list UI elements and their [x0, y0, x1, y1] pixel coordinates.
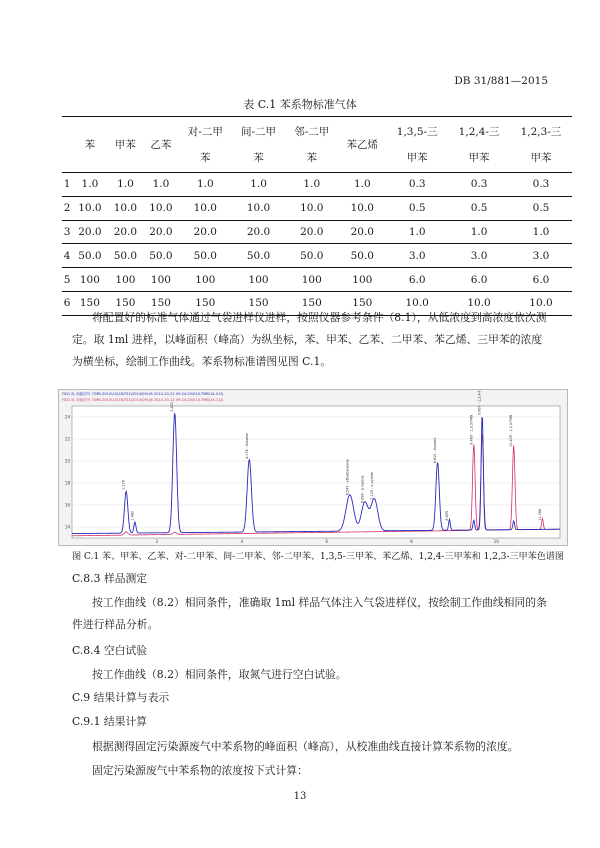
column-header	[386, 117, 448, 173]
table-cell: 10.0	[510, 291, 572, 315]
y-tick-label: 16	[64, 502, 70, 508]
y-tick-label: 18	[64, 480, 70, 486]
table-cell: 5	[62, 268, 72, 292]
table-header-row	[62, 117, 572, 173]
table-cell: 1.0	[448, 220, 510, 244]
table-cell: 50.0	[232, 244, 285, 268]
x-tick-label: 2	[155, 539, 159, 544]
heading-c9: C.9 结果计算与表示	[72, 691, 170, 704]
paragraph-c84: 按工作曲线（8.2）相同条件，取氮气进行空白试验。	[92, 668, 347, 681]
paragraph-c91-2: 固定污染源废气中苯系物的浓度按下式计算：	[92, 764, 308, 777]
column-header-line-1: 苯乙烯	[346, 138, 379, 151]
table-cell: 0.3	[386, 173, 448, 197]
x-tick-label: 8	[410, 539, 413, 544]
column-header-line-1: 邻-二甲	[294, 125, 330, 138]
column-header-line-1: 甲苯	[114, 138, 136, 151]
x-tick-labels	[156, 539, 500, 544]
column-header-line-1: 间-二甲	[241, 125, 277, 138]
column-header-line-2: 甲苯	[468, 151, 490, 164]
table-cell: 50.0	[338, 244, 386, 268]
x-tick-label: 6	[325, 539, 328, 544]
plot-area	[72, 406, 560, 538]
peak-label: 1.276	[121, 480, 126, 490]
peak-label: 9.469 - 1,3,5-TMB	[469, 414, 474, 445]
standard-gas-table	[62, 116, 572, 316]
chromatogram-figure	[58, 389, 568, 546]
column-header	[62, 117, 72, 173]
table-cell: 3.0	[386, 244, 448, 268]
column-header-line-2: 甲苯	[406, 151, 428, 164]
table-cell: 3.0	[448, 244, 510, 268]
table-cell: 3	[62, 220, 72, 244]
table-cell: 100	[72, 268, 108, 292]
table-row	[62, 196, 572, 220]
y-tick-labels	[65, 414, 71, 529]
table-cell: 10.0	[386, 291, 448, 315]
table-cell: 0.5	[510, 196, 572, 220]
table-cell: 50.0	[143, 244, 179, 268]
table-cell: 10.0	[285, 196, 338, 220]
page-number: 13	[293, 791, 307, 802]
table-cell: 100	[179, 268, 232, 292]
table-cell: 150	[338, 291, 386, 315]
table-cell: 10.0	[108, 196, 144, 220]
table-cell: 2	[62, 196, 72, 220]
table-cell: 10.0	[232, 196, 285, 220]
table-cell: 50.0	[285, 244, 338, 268]
table-cell: 3.0	[510, 244, 572, 268]
table-cell: 150	[179, 291, 232, 315]
table-cell: 150	[232, 291, 285, 315]
table-row	[62, 244, 572, 268]
table-cell: 20.0	[108, 220, 144, 244]
table-cell: 1.0	[72, 173, 108, 197]
table-cell: 0.5	[448, 196, 510, 220]
peak-label: 10.409 - 1,2,3-TMB	[509, 414, 514, 447]
table-cell: 20.0	[285, 220, 338, 244]
table-cell: 100	[338, 268, 386, 292]
peak-label: 6.547 - ethylbenzene	[345, 459, 350, 496]
legend-line-2: FID1 B, 前驱信号 (TMB-2014\10\18\TS1\2014\09\16 2014-10-22 09:24:25\010-TMB\14-1.D)	[62, 398, 224, 402]
table-cell: 1.0	[285, 173, 338, 197]
table-cell: 1.0	[386, 220, 448, 244]
table-row	[62, 173, 572, 197]
table-cell: 100	[143, 268, 179, 292]
legend-line-1: FID1 B, 前驱信号 (TMB-2014\10\18\TS1\2014\09\16 2014-10-22 09:24:25\010-TMB\14-0.D)	[62, 392, 224, 396]
table-cell: 1.0	[232, 173, 285, 197]
column-header	[510, 117, 572, 173]
table-cell: 0.3	[510, 173, 572, 197]
paragraph-c83: 按工作曲线（8.2）相同条件，准确取 1ml 样品气体注入气袋进样仪，按绘制工作曲线相同的条件进行样品分析。	[72, 596, 547, 631]
table-cell: 20.0	[338, 220, 386, 244]
heading-c91: C.9.1 结果计算	[72, 715, 148, 728]
table-cell: 0.3	[448, 173, 510, 197]
table-cell: 10.0	[72, 196, 108, 220]
table-cell: 20.0	[72, 220, 108, 244]
column-header	[143, 117, 179, 173]
column-header	[338, 117, 386, 173]
column-header-line-1: 苯	[84, 138, 96, 151]
column-header-line-1: 1,2,4-三	[458, 125, 500, 138]
peak-label: 7.125 - o-xylene	[369, 471, 374, 500]
heading-c84: C.8.4 空白试验	[72, 644, 148, 657]
table-cell: 150	[108, 291, 144, 315]
paragraph-calibration: 将配置好的标准气体通过气袋进样仪进样，按照仪器参考条件（8.1），从低浓度到高浓度依次测定。取 1ml 进样，以峰面积（峰高）为纵坐标，苯、甲苯、乙苯、二甲苯、苯乙烯、三甲苯的浓度为横坐标，绘制工作曲线。苯系物标准谱图见图 C.1。	[72, 311, 547, 368]
table-cell: 1.0	[179, 173, 232, 197]
peak-label: 9.667 - 1,2,4-TMB	[477, 390, 482, 415]
table-caption: 表 C.1 苯系物标准气体	[243, 98, 357, 111]
table-cell: 150	[72, 291, 108, 315]
table-cell: 50.0	[179, 244, 232, 268]
heading-c83: C.8.3 样品测定	[72, 572, 148, 585]
table-cell: 1.0	[108, 173, 144, 197]
table-cell: 100	[285, 268, 338, 292]
table-cell: 150	[285, 291, 338, 315]
column-header	[72, 117, 108, 173]
table-row	[62, 220, 572, 244]
y-tick-label: 22	[64, 436, 70, 442]
column-header-line-2: 苯	[306, 151, 318, 164]
peak-label: 11.086	[537, 508, 542, 521]
table-row	[62, 268, 572, 292]
column-header	[232, 117, 285, 173]
table-cell: 4	[62, 244, 72, 268]
table-cell: 6	[62, 291, 72, 315]
column-header-line-1: 乙苯	[150, 138, 172, 151]
peak-label: 2.421	[170, 401, 175, 412]
column-header-line-1: 1,3,5-三	[396, 125, 438, 138]
table-cell: 50.0	[72, 244, 108, 268]
y-tick-label: 14	[64, 524, 70, 530]
table-cell: 10.0	[179, 196, 232, 220]
table-cell: 20.0	[232, 220, 285, 244]
column-header	[285, 117, 338, 173]
y-tick-label: 20	[64, 458, 70, 464]
table-cell: 20.0	[143, 220, 179, 244]
table-cell: 10.0	[448, 291, 510, 315]
table-cell: 20.0	[179, 220, 232, 244]
table-cell: 1	[62, 173, 72, 197]
column-header-line-1: 1,2,3-三	[520, 125, 562, 138]
table-cell: 10.0	[338, 196, 386, 220]
column-header-line-2: 苯	[253, 151, 264, 164]
table-cell: 6.0	[448, 268, 510, 292]
chromatogram-plot	[59, 390, 567, 545]
x-tick-label: 10	[493, 539, 499, 544]
peak-label: 1.482	[130, 510, 135, 521]
peak-label: 6.899 - p-xylene	[360, 475, 365, 503]
table-cell: 10.0	[143, 196, 179, 220]
table-cell: 100	[108, 268, 144, 292]
column-header-line-1: 对-二甲	[187, 125, 223, 138]
column-header	[448, 117, 510, 173]
table-body	[62, 173, 572, 316]
peak-label: 4.178 - toluene	[244, 433, 249, 459]
peak-label: 8.615 - styrene	[433, 437, 438, 464]
column-header-line-2: 苯	[200, 151, 211, 164]
table-cell: 1.0	[338, 173, 386, 197]
table-cell: 50.0	[108, 244, 144, 268]
table-cell: 1.0	[143, 173, 179, 197]
table-cell: 1.0	[510, 220, 572, 244]
column-header	[179, 117, 232, 173]
document-code: DB 31/881—2015	[454, 75, 548, 87]
paragraph-c91-1: 根据测得固定污染源废气中苯系物的峰面积（峰高），从校准曲线直接计算苯系物的浓度。	[92, 740, 519, 753]
table-cell: 0.5	[386, 196, 448, 220]
peak-label: 8.895	[444, 510, 449, 521]
figure-caption: 图 C.1 苯、甲苯、乙苯、对-二甲苯、间-二甲苯、邻-二甲苯、1,3,5-三甲苯、苯乙烯、1,2,4-三甲苯和 1,2,3-三甲苯色谱图	[72, 551, 564, 562]
table-cell: 100	[232, 268, 285, 292]
table-cell: 6.0	[510, 268, 572, 292]
y-tick-label: 24	[64, 414, 70, 420]
table-cell: 150	[143, 291, 179, 315]
x-tick-label: 4	[240, 539, 244, 544]
table-cell: 6.0	[386, 268, 448, 292]
column-header-line-2: 甲苯	[530, 151, 552, 164]
column-header	[108, 117, 144, 173]
